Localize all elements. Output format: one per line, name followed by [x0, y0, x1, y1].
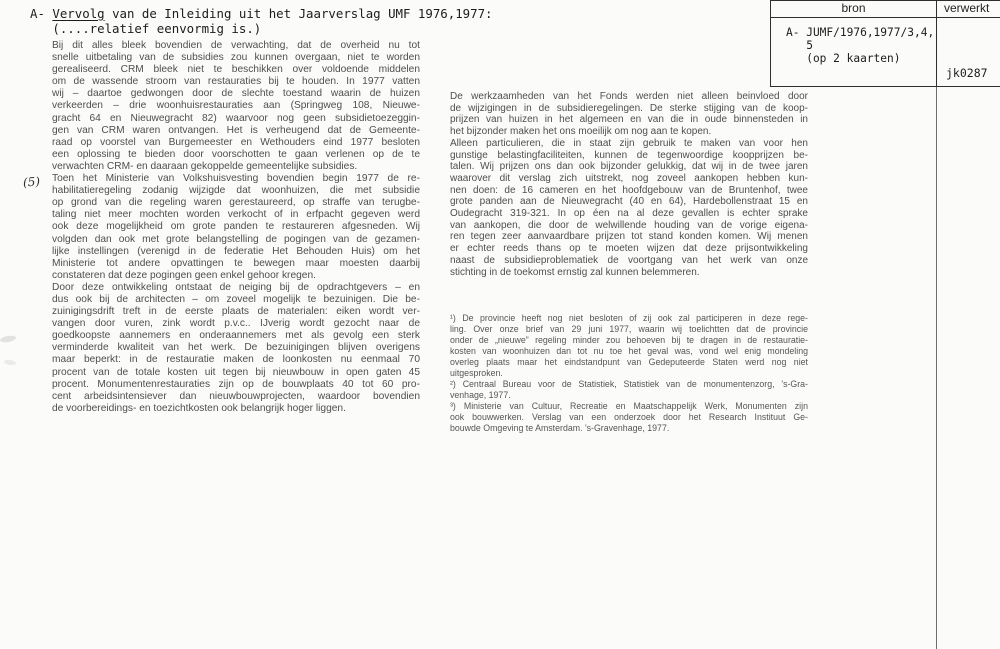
text-line: procent van de totale kosten uit tegen bij nieuwbouw in open gaten 45: [52, 366, 420, 378]
text-line: constateren dat deze pogingen geen enkel gehoor kregen.: [52, 269, 316, 281]
text-line: de voorbereidings- en toezichtkosten ook belangrijk hoger liggen.: [52, 402, 346, 414]
text-line: ²) Centraal Bureau voor de Statistiek, Statistiek van de monumentenzorg, 's-Gra-: [450, 379, 808, 389]
scan-smudge: [0, 335, 16, 344]
text-line: ook deze mogelijkheid om grote panden te restaureren afgesneden. Wij: [52, 221, 420, 233]
text-line: wij – daartoe gedwongen door de slechte toestand waarin de huizen: [52, 88, 420, 100]
text-line: waarover dit verslag zich uitstrekt, nog zoveel aankopen hebben kun-: [450, 172, 808, 184]
bron-value-line: A- JUMF/1976,1977/3,4,: [786, 26, 935, 39]
table-header-bron: bron: [771, 1, 937, 17]
text-line: onder de „nieuwe” regeling minder zou behoeven bij te dragen in de restauratie-: [450, 335, 808, 345]
reference-table: [770, 0, 1000, 87]
text-line: van aankopen, die door de welwillende houding van de vorige eigena-: [450, 219, 808, 231]
text-line: de wijzigingen in de subsidieregelingen. De sterke stijging van de koop-: [450, 102, 808, 114]
scan-smudge: [4, 359, 17, 366]
text-line: gerealiseerd. CRM bleek niet te beschikken over voldoende middelen: [52, 64, 420, 76]
text-line: ³) Ministerie van Cultuur, Recreatie en Maatschappelijk Werk, Monumenten zijn: [450, 401, 808, 411]
text-line: bouwde Omgeving te Amsterdam. 's-Gravenhage, 1977.: [450, 423, 670, 433]
text-line: De werkzaamheden van het Fonds werden niet alleen beinvloed door: [450, 91, 808, 102]
right-text-column: [450, 91, 808, 278]
text-line: het bijzonder maken het ons moeilijk om nog aan te kopen.: [450, 126, 712, 138]
page-title: [30, 6, 493, 36]
text-line: talen. Wij prijzen ons dan ook bijzonder gelukkig, dat wij in de twee jaren: [450, 161, 808, 173]
text-line: vangen door vuren, zink wordt p.v.c.. IJverig wordt gezocht naar de: [52, 318, 420, 330]
text-line: goedkoopste aannemers en onderaannemers met als gevolg een sterk: [52, 330, 420, 342]
text-line: volgden dan ook met grote belangstelling de pogingen van de gezamen-: [52, 233, 420, 245]
paragraph: [450, 401, 808, 434]
verwerkt-code: jk0287: [946, 66, 988, 80]
text-line: gen van CRM waren ontvangen. Het is verheugend dat de Gemeente-: [52, 124, 420, 136]
text-line: Alleen particulieren, die in staat zijn gebruik te maken van voor hen: [450, 137, 808, 149]
paragraph: [52, 282, 420, 415]
text-line: venhage, 1977.: [450, 390, 511, 400]
title-rest: van de Inleiding uit het Jaarverslag UMF 1976,1977:: [104, 6, 493, 21]
verwerkt-value-cell: [937, 18, 1000, 86]
text-line: ook bouwwerken. Verslag van een onderzoek door het Research Instituut Ge-: [450, 412, 808, 422]
bron-value-line: (op 2 kaarten): [806, 52, 901, 65]
text-line: Door deze ontwikkeling ontstaat de neiging bij de opdrachtgevers – en: [52, 281, 420, 293]
text-line: kosten van woonhuizen dan tot nu toe het geval was, vond wel enig mondeling: [450, 346, 808, 356]
column-divider-line: [936, 87, 937, 649]
bron-value-cell: [771, 18, 937, 86]
page-subtitle: (....relatief eenvormig is.): [52, 21, 262, 36]
text-line: lijke instellingen (verenigd in de federatie Het Behouden Huis) om het: [52, 245, 420, 257]
text-line: naast de subsidieproblematiek de voortgang van het werk van onze: [450, 254, 808, 266]
paragraph: [52, 40, 420, 173]
text-line: grote panden aan de Nieuwegracht (40 en 64), Hardebollenstraat 15 en: [450, 196, 808, 208]
text-line: Toen het Ministerie van Volkshuisvesting bovendien begin 1977 de re-: [52, 173, 420, 185]
title-line: [30, 6, 493, 21]
text-line: verwachten CRM- en daaraan gekoppelde gemeentelijke subsidies.: [52, 160, 358, 172]
reference-table-body-row: [771, 18, 1000, 86]
text-line: verkeerden – drie woonhuisrestauraties aan (Springweg 108, Nieuwe-: [52, 100, 420, 112]
title-word-underlined: Vervolg: [52, 6, 105, 21]
text-line: ling. Over onze brief van 29 juni 1977, waarin wij toelichtten dat de provincie: [450, 324, 808, 334]
paragraph: [450, 91, 808, 138]
paragraph: [450, 138, 808, 278]
text-line: taling niet meer mochten worden verkocht of in erfpacht gegeven werd: [52, 209, 420, 221]
text-line: overleg plaats maar het eindstandpunt van Gedeputeerde Staten werd nog niet: [450, 357, 808, 367]
text-line: Ministerie tot andere opvattingen te bewegen maar moesten daarbij: [52, 257, 420, 269]
handwritten-margin-note: (5): [22, 174, 41, 190]
text-line: gunstige belastingfaciliteiten, kunnen de tegenwoordige koopprijzen be-: [450, 149, 808, 161]
paragraph: [450, 313, 808, 379]
text-line: Bij dit alles bleek bovendien de verwachting, dat de overheid nu tot: [52, 40, 420, 51]
text-line: verminderde kwaliteit van het werk. De bezuinigingen blijven overigens: [52, 342, 420, 354]
text-line: raad op voorstel van Burgemeester en Wethouders eind 1977 besloten: [52, 136, 420, 148]
text-line: maar beperkt: in de restauratie maken de loonkosten nu eenmaal 70: [52, 354, 420, 366]
table-header-verwerkt: verwerkt: [944, 1, 990, 15]
text-line: nen doen: de 16 cameren en het hoofdgebouw van de Bruntenhof, twee: [450, 184, 808, 196]
text-line: ¹) De provincie heeft nog niet besloten of zij ook zal participeren in deze rege-: [450, 313, 808, 323]
reference-table-header-row: [771, 1, 1000, 18]
text-line: op grond van die regeling waren gerestaureerd, op straffe van terugbe-: [52, 197, 420, 209]
text-line: stichting in de toekomst ernstig zal kunnen belemmeren.: [450, 266, 700, 278]
bron-value-line: 5: [806, 39, 813, 52]
text-line: habilitatieregeling zodanig wijzigde dat woonhuizen, die met subsidie: [52, 185, 420, 197]
text-line: Oudegracht 319-321. In op éen na al deze gevallen is echter sprake: [450, 208, 808, 220]
text-line: gracht 64 en Nieuwegracht 82) waarvoor nog geen subsidietoezeggin-: [52, 112, 420, 124]
left-text-column: [52, 40, 420, 415]
text-line: om de wassende stroom van restauraties bij te houden. In 1977 vatten: [52, 76, 420, 88]
paragraph: [52, 173, 420, 282]
text-line: zuinigingsdrift treft in de eerste plaats de materialen: eiken wordt ver-: [52, 306, 420, 318]
text-line: procent. Monumentenrestauraties zijn op de bouwplaats 40 tot 60 pro-: [52, 378, 420, 390]
text-line: prijzen van huizen in het algemeen en van die in oude binnensteden in: [450, 114, 808, 126]
paragraph: [450, 379, 808, 401]
text-line: ren tegen zeer aanvaardbare prijzen tot stand konden komen. Wij menen: [450, 231, 808, 243]
text-line: snelle uitbetaling van de subsidies zou kunnen overgaan, niet te worden: [52, 52, 420, 64]
footnotes-block: [450, 313, 808, 434]
text-line: een oplossing te bieden door voorschotten te gaan verlenen op de te: [52, 148, 420, 160]
text-line: er echter reeds thans op te moeten wijzen dat deze prijsontwikkeling: [450, 243, 808, 255]
title-prefix: A-: [30, 6, 53, 21]
text-line: dus ook bij de architecten – om zoveel mogelijk te bezuinigen. Die be-: [52, 293, 420, 305]
text-line: cent arbeidsintensiever dan nieuwbouwprojecten, waardoor bovendien: [52, 390, 420, 402]
text-line: uitgesproken.: [450, 368, 503, 378]
